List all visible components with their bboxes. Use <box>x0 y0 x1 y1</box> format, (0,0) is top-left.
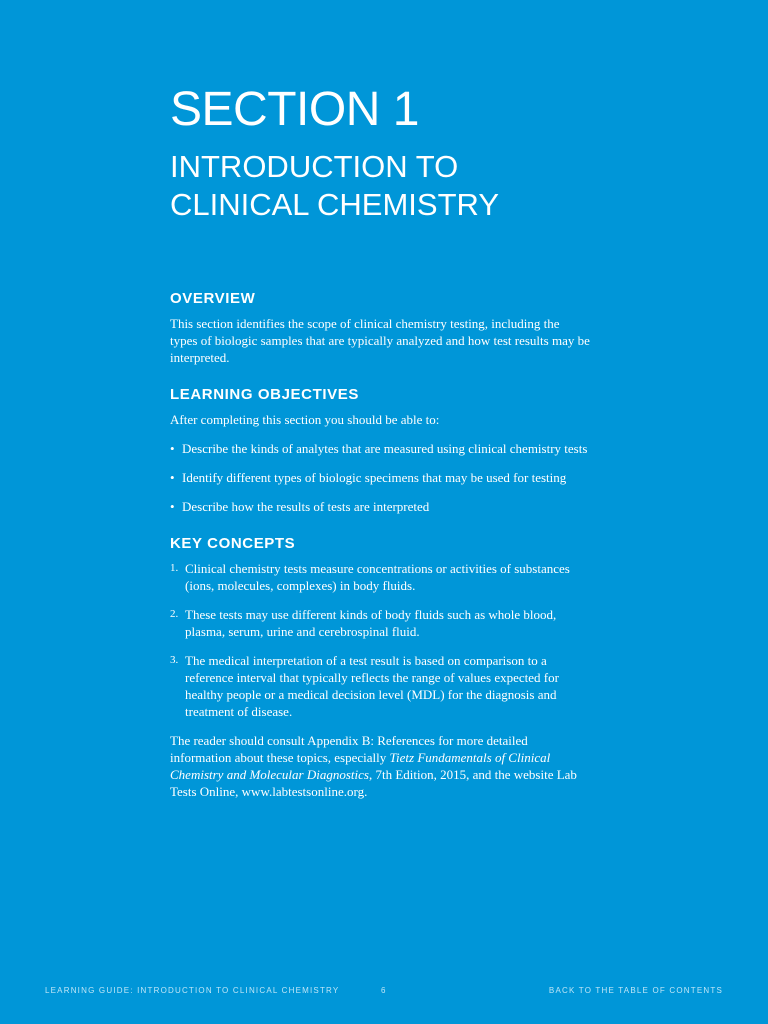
list-item <box>170 440 590 457</box>
reader-note <box>170 732 590 800</box>
list-item <box>170 652 590 720</box>
key-concepts-heading: KEY CONCEPTS <box>170 535 296 552</box>
objective-text: Describe the kinds of analytes that are measured using clinical chemistry tests <box>182 441 588 456</box>
overview-text: This section identifies the scope of clinical chemistry testing, including the types of biologic samples that are typically analyzed and how test results may be interpreted. <box>170 316 590 365</box>
book-title: Tietz Fundamentals of Clinical Chemistry and Molecular Diagnostics <box>170 750 551 782</box>
concept-text: The medical interpretation of a test result is based on comparison to a reference interval that typically reflects the range of values expected for healthy people or a medical decision level (MDL) for the diagnosis and treatment of disease. <box>185 653 559 719</box>
objective-text: Identify different types of biologic specimens that may be used for testing <box>182 470 567 485</box>
footer-guide-title: LEARNING GUIDE: INTRODUCTION TO CLINICAL CHEMISTRY <box>45 986 340 995</box>
reader-note-text: The reader should consult Appendix B: References for more detailed information about these topics, especially <box>170 733 528 765</box>
bullet-icon: • <box>170 499 175 514</box>
item-number: 1. <box>170 562 179 574</box>
list-item <box>170 469 590 486</box>
back-to-toc-link[interactable]: BACK TO THE TABLE OF CONTENTS <box>548 986 723 995</box>
concept-text: These tests may use different kinds of body fluids such as whole blood, plasma, serum, urine and cerebrospinal fluid. <box>185 607 557 639</box>
bullet-icon: • <box>170 441 175 456</box>
overview-heading: OVERVIEW <box>170 290 256 307</box>
concept-text: Clinical chemistry tests measure concentrations or activities of substances (ions, molecules, complexes) in body fluids. <box>185 561 570 593</box>
item-number: 2. <box>170 608 179 620</box>
section-title: INTRODUCTION TO CLINICAL CHEMISTRY <box>170 149 500 222</box>
item-number: 3. <box>170 654 179 666</box>
page-number: 6 <box>381 986 387 995</box>
list-item <box>170 498 590 515</box>
reader-note-text-end: , 7th Edition, 2015, and the website Lab Tests Online, www.labtestsonline.org. <box>170 767 577 799</box>
learning-objectives-heading: LEARNING OBJECTIVES <box>170 386 359 403</box>
main-content <box>170 84 590 800</box>
bullet-icon: • <box>170 470 175 485</box>
key-concepts-list <box>170 560 590 720</box>
learning-objectives-intro: After completing this section you should be able to: <box>170 412 440 427</box>
learning-objectives-list <box>170 440 590 515</box>
list-item <box>170 560 590 594</box>
objective-text: Describe how the results of tests are interpreted <box>182 499 430 514</box>
list-item <box>170 606 590 640</box>
section-label: SECTION 1 <box>170 83 419 136</box>
